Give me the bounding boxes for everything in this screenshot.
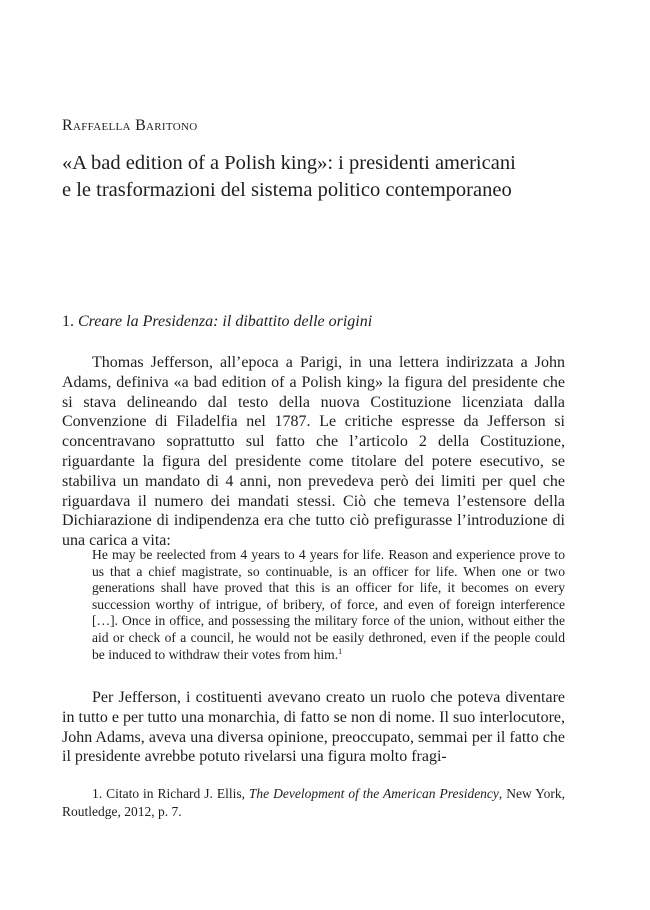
chapter-title [62,150,602,204]
footnote-book-title: The Development of the American Presidency [248,786,499,801]
paragraph-1: Thomas Jefferson, all’epoca a Parigi, in una lettera indirizzata a John Adams, definiva «a bad edition of a Polish king» la figura del presidente che si stava delineando dal testo della nuova Costituzione licenziata dalla Convenzione di Filadelfia nel 1787. Le critiche espresse da Jefferson si concentravano soprattutto sul fatto che l’articolo 2 della Costituzione, riguardante la figura del presidente come titolare del potere esecutivo, se stabiliva un mandato di 4 anni, non prevedeva però dei limiti per quel che riguardava il numero dei mandati stessi. Ciò che temeva l’estensore della Dichiarazione di indipendenza era che tutto ciò prefigurasse l’introduzione di una carica a vita: [62,354,565,550]
blockquote [92,547,565,663]
section-title: Creare la Presidenza: il dibattito delle origini [78,313,373,330]
author-name: Raffaella Baritono [62,117,198,134]
chapter-title-line-1: «A bad edition of a Polish king»: i presidenti americani [62,152,516,174]
footnote-reference[interactable]: 1 [338,646,343,656]
section-number: 1. [62,313,74,330]
chapter-title-line-2: e le trasformazioni del sistema politico contemporaneo [62,179,512,201]
footnote-text-after: , New York, Routledge, 2012, p. 7. [62,786,565,819]
footnote-number: 1. [92,786,103,801]
section-heading [62,313,372,331]
footnote [62,785,565,821]
footnote-text-before: Citato in Richard J. Ellis, [106,786,245,801]
paragraph-2: Per Jefferson, i costituenti avevano creato un ruolo che poteva diventare in tutto e per tutto una monarchia, di fatto se non di nome. Il suo interlocutore, John Adams, aveva una diversa opinione, preoccupato, semmai per il fatto che il presidente avrebbe potuto rivelarsi una figura molto fragi- [62,689,565,766]
blockquote-text: He may be reelected from 4 years to 4 years for life. Reason and experience prove to us that a chief magistrate, so continuable, is an officer for life. When one or two generations shall have proved that this is an officer for life, it becomes on every succession worthy of intrigue, of bribery, of force, and even of foreign interference […]. Once in office, and possessing the military force of the union, without either the aid or check of a council, he would not be easily dethroned, even if the people could be induced to withdraw their votes from him. [92,547,565,662]
